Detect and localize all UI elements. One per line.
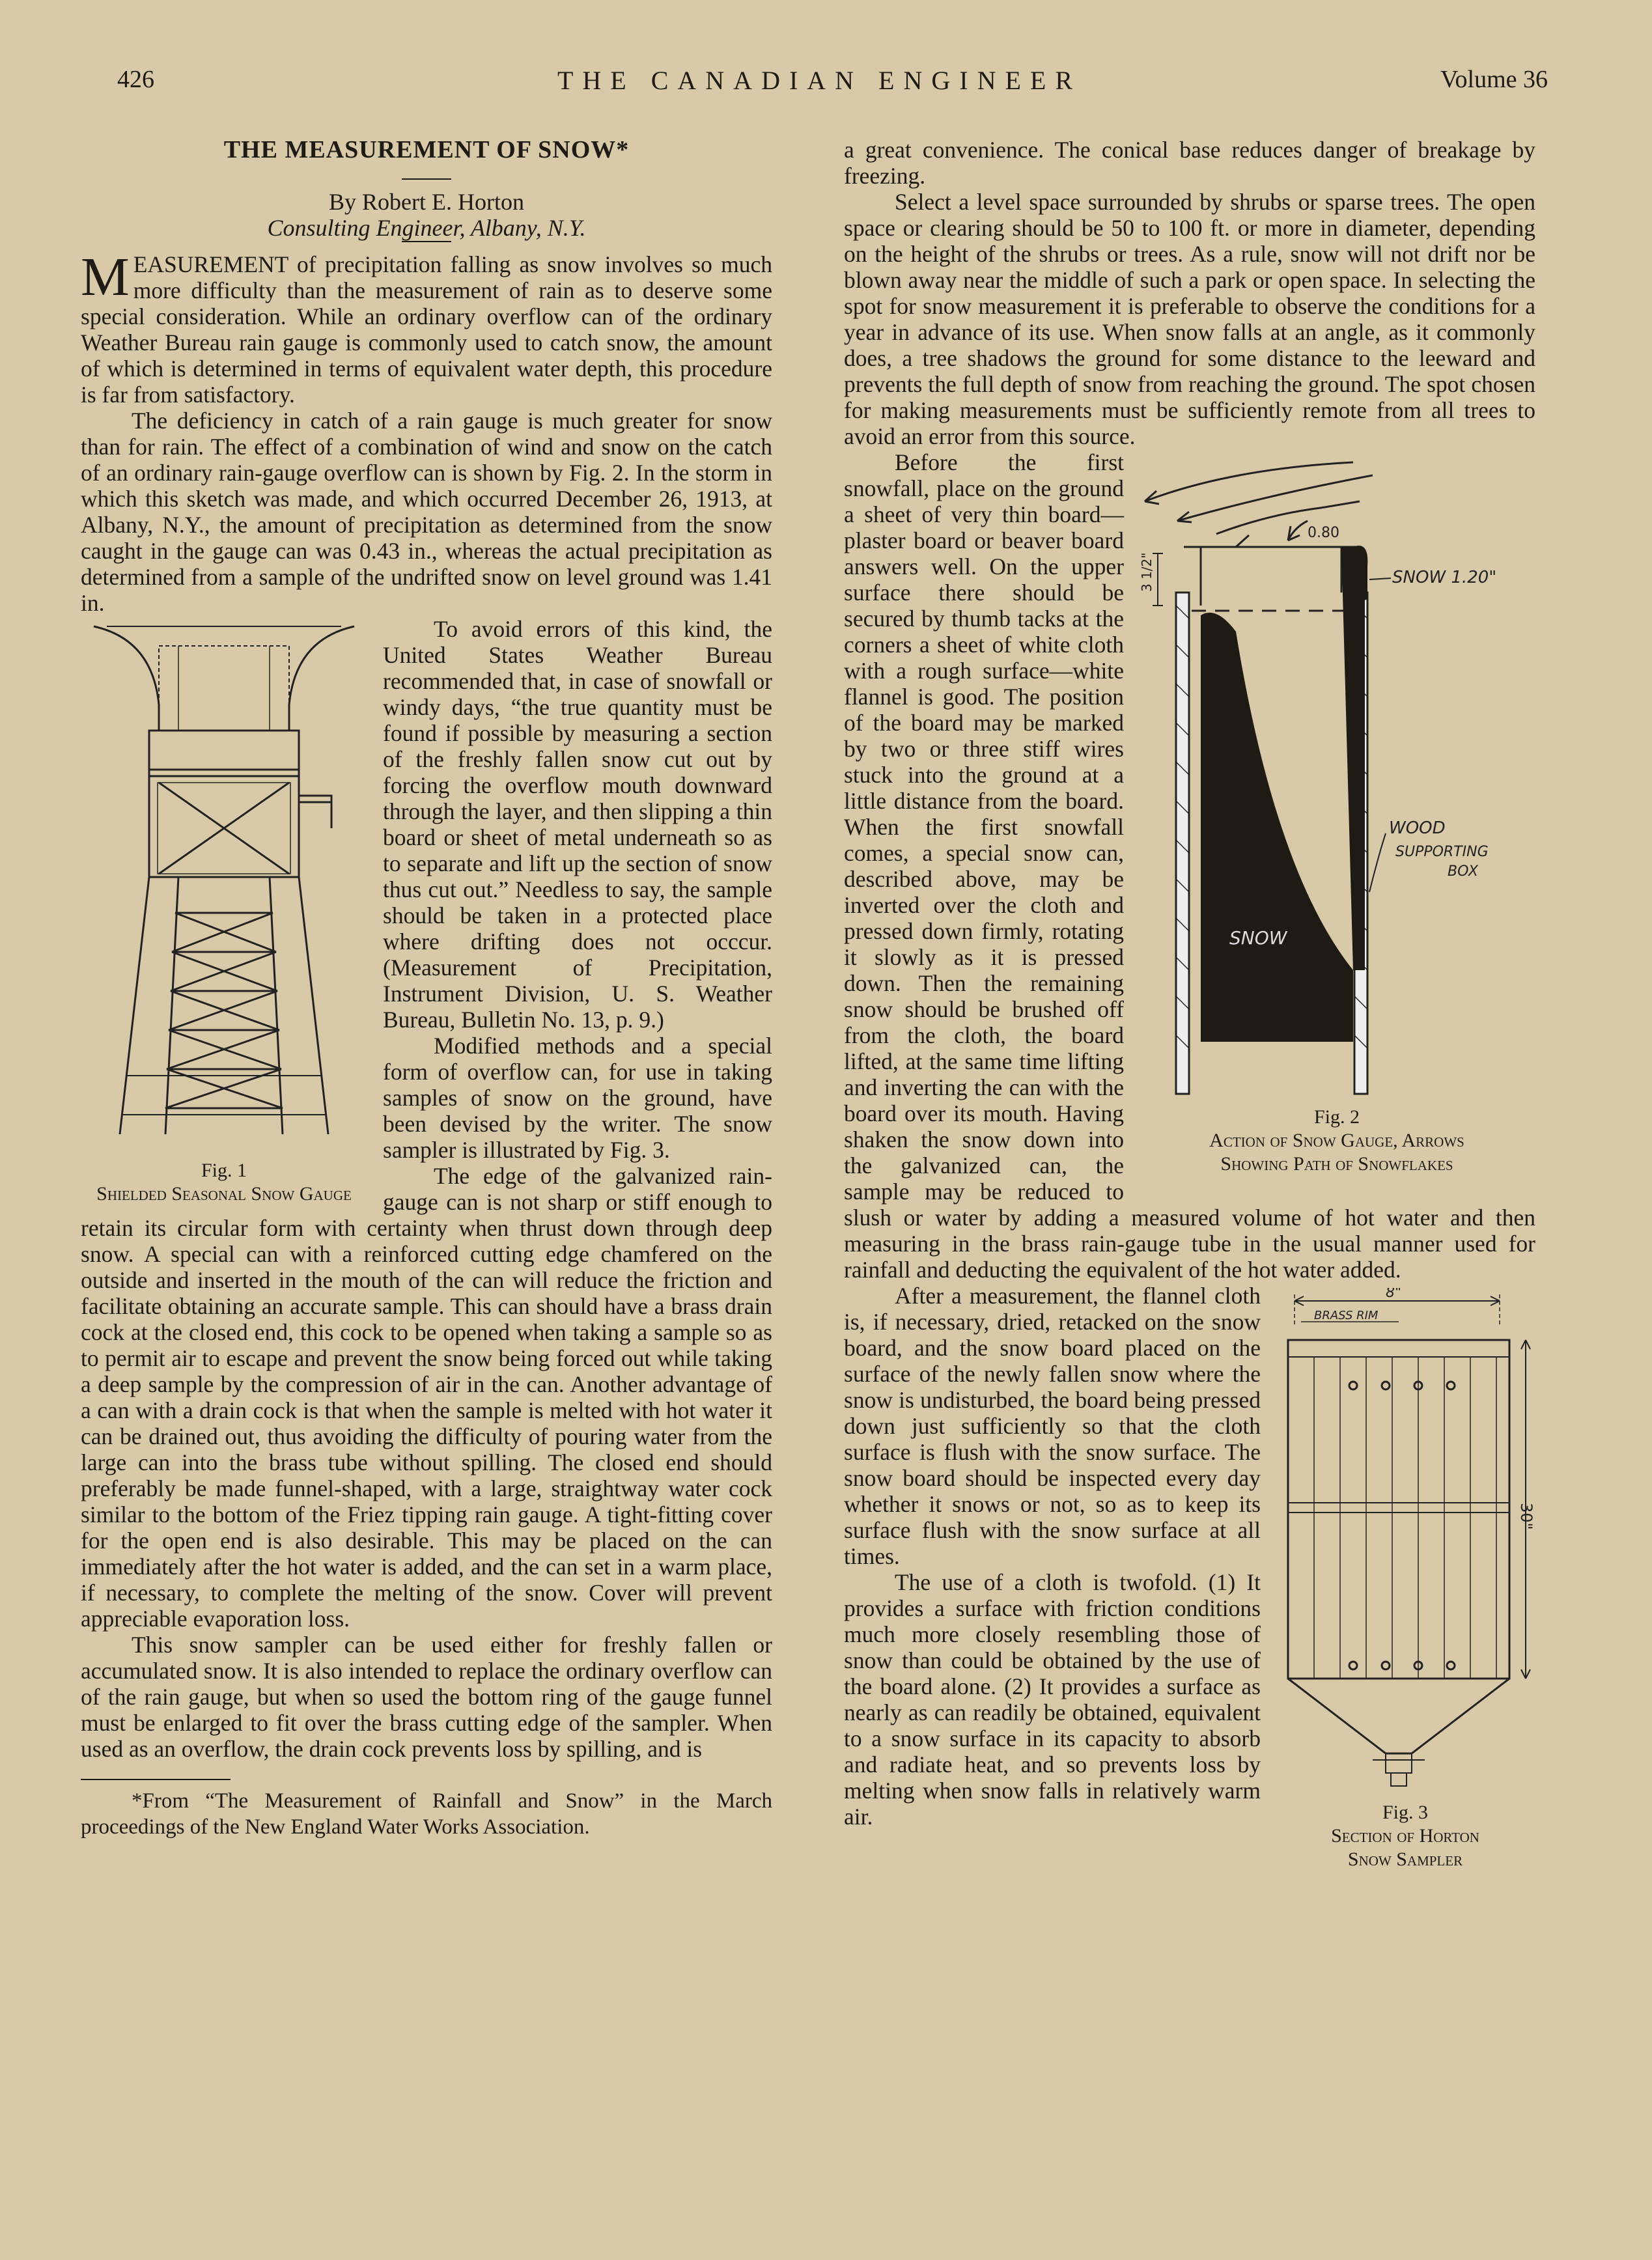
fig2-label-snow-120: SNOW 1.20" [1392, 568, 1497, 587]
paragraph-intro [81, 247, 772, 408]
volume-label: Volume 36 [1440, 66, 1548, 93]
figure-2 [1138, 449, 1535, 1176]
fig2-label-wood: WOOD [1389, 818, 1446, 838]
fig3-caption-2: Snow Sampler [1347, 1848, 1463, 1870]
fig3-number: Fig. 3 [1382, 1802, 1429, 1823]
footnote-text: *From “The Measurement of Rainfall and Snow” in the March proceedings of the New England Water Works Association. [81, 1789, 772, 1839]
byline-rule [402, 241, 451, 242]
paragraph-before-snowfall: Before the first snowfall, place on the ground a sheet of very thin board—plaster board or beaver board answers well. On the upper surface there should be secured by thumb tacks at the corners a sheet of white cloth with a rough surface—white flannel is good. The position of the board may be marked by two or three stiff wires stuck into the ground at a little distance from the board. When the first snowfall comes, a special snow can, described above, may be inverted over the cloth and pressed down firmly, rotating it slowly as it is pressed down. Then the remaining snow should be brushed off from the cloth, the board lifted, at the same time lifting and inverting the can with the board over its mouth. Having shaken the snow down into the galvanized can, the sample may be reduced to slush or water by adding a measured volume of hot water and then measuring in the brass rain-gauge tube in the usual manner used for rainfall and deducting the equivalent of the hot water added. [844, 449, 1535, 1283]
fig2-label-312: 3 1/2" [1139, 552, 1155, 592]
fig2-caption-2: Showing Path of Snowflakes [1220, 1153, 1453, 1175]
fig1-number: Fig. 1 [201, 1160, 247, 1181]
fig2-label-box: BOX [1448, 863, 1478, 880]
affiliation: Consulting Engineer, Albany, N.Y. [267, 215, 586, 241]
fig1-caption: Shielded Seasonal Snow Gauge [96, 1183, 352, 1205]
fig1-gauge-drawing [81, 620, 367, 1154]
paragraph-galvanized-can: The edge of the galvanized rain-gauge can is not sharp or stiff enough to retain its circular form with certainty when thrust down through deep snow. A special can with a reinforced cutting edge chamfered on the outside and inserted in the mouth of the can will reduce the friction and facilitate obtaining an accurate sample. This can should have a brass drain cock at the closed end, this cock to be opened when taking a sample so as to permit air to escape and prevent the snow being forced out while taking a deep sample by the compression of air in the can. Another advantage of a can with a drain cock is that when the sample is melted with hot water it can be drained out, thus avoiding the difficulty of pouring water from the large can into the brass tube without spilling. The closed end should preferably be made funnel-shaped, with a large, straightway water cock similar to the bottom of the Friez tipping rain gauge. A tight-fitting cover for the open end is also desirable. This may be placed on the can immediately after the hot water is added, and the can set in a warm place, if necessary, to complete the melting of the snow. Cover will prevent appreciable evaporation loss. [81, 1163, 772, 1632]
fig3-label-8: 8" [1386, 1288, 1402, 1301]
right-column [844, 137, 1535, 1878]
fig2-label-snow: SNOW [1229, 927, 1287, 949]
left-column [81, 137, 772, 1840]
drop-cap: M [81, 247, 130, 307]
paragraph-modified-methods: Modified methods and a special form of overflow can, for use in taking samples of snow on the ground, have been devised by the writer. The snow sampler is illustrated by Fig. 3. [383, 1033, 772, 1163]
fig2-number: Fig. 2 [1313, 1106, 1360, 1128]
footnote [81, 1788, 772, 1840]
paragraph-cloth-use: The use of a cloth is twofold. (1) It provides a surface with friction conditions much more closely resembling those of snow than could be obtained by the use of the board alone. (2) It provides a surface as nearly as can readily be obtained, equivalent to a snow surface in its capacity to absorb and radiate heat, and so prevents loss by melting when snow falls in relatively warm air. [844, 1569, 1261, 1830]
page-header [91, 65, 1548, 104]
fig3-label-brass: BRASS RIM [1314, 1309, 1379, 1322]
fig2-label-supporting: SUPPORTING [1395, 844, 1489, 860]
byline: By Robert E. Horton [329, 189, 524, 215]
paragraph-convenience: a great convenience. The conical base reduces danger of breakage by freezing. [844, 137, 1535, 189]
page-number: 426 [117, 66, 154, 93]
paragraph-intro-text: EASUREMENT of precipitation falling as snow involves so much more difficulty than the measurement of rain as to deserve some special consideration. While an ordinary overflow can of the ordinary Weather Bureau rain gauge is commonly used to catch snow, the amount of which is determined in terms of equivalent water depth, this procedure is far from satisfactory. [81, 251, 772, 408]
paragraph-deficiency: The deficiency in catch of a rain gauge is much greater for snow than for rain. The effect of a combination of wind and snow on the catch of an ordinary rain-gauge overflow can is shown by Fig. 2. In the storm in which this sketch was made, and which occurred December 26, 1913, at Albany, N.Y., the amount of precipitation as determined from the snow caught in the gauge can was 0.43 in., whereas the actual precipitation as determined from a sample of the undrifted snow on level ground was 1.41 in. [81, 408, 772, 616]
paragraph-weather-bureau: To avoid errors of this kind, the United States Weather Bureau recommended that, in case of snowfall or windy days, “the true quantity must be found if possible by measuring a section of the freshly fallen snow cut out by forcing the overflow mouth downward through the layer, and then slipping a thin board or sheet of metal underneath so as to separate and lift up the section of snow thus cut out.” Needless to say, the sample should be taken in a protected place where drifting does not occcur. (Measurement of Precipitation, Instrument Division, U. S. Weather Bureau, Bulletin No. 13, p. 9.) [383, 616, 772, 1033]
fig3-sampler-drawing [1275, 1288, 1535, 1796]
paragraph-select-space: Select a level space surrounded by shrubs or sparse trees. The open space or clearing should be 50 to 100 ft. or more in diameter, depending on the height of the shrubs or trees. As a rule, snow will not drift nor be blown away near the middle of such a park or open space. In selecting the spot for snow measurement it is preferable to observe the conditions for a year in advance of its use. When snow falls at an angle, as it commonly does, a tree shadows the ground for some distance to the leeward and prevents the full depth of snow from reaching the ground. The spot chosen for making measurements must be sufficiently remote from all trees to avoid an error from this source. [844, 189, 1535, 449]
paragraph-sampler-use: This snow sampler can be used either for freshly fallen or accumulated snow. It is also intended to replace the ordinary overflow can of the rain gauge, but when so used the bottom ring of the gauge funnel must be enlarged to fit over the brass cutting edge of the sampler. When used as an overflow, the drain cock prevents loss by spilling, and is [81, 1632, 772, 1762]
fig2-label-080: 0.80 [1308, 525, 1339, 541]
figure-1 [81, 620, 367, 1206]
fig3-caption-1: Section of Horton [1331, 1825, 1479, 1847]
fig2-caption-1: Action of Snow Gauge, Arrows [1209, 1130, 1464, 1151]
fig3-label-30: 30" [1517, 1503, 1535, 1530]
journal-title: THE CANADIAN ENGINEER [557, 66, 1082, 95]
title-rule [402, 178, 451, 180]
article-title: THE MEASUREMENT OF SNOW* [223, 136, 630, 163]
fig2-snow-gauge-drawing [1138, 449, 1535, 1100]
figure-3 [1275, 1288, 1535, 1871]
footnote-rule [81, 1779, 231, 1780]
paragraph-after-measurement: After a measurement, the flannel cloth is, if necessary, dried, retacked on the snow board, and the snow board placed on the surface of the newly fallen snow where the snow is undisturbed, the board being pressed down just sufficiently so that the cloth surface is flush with the snow surface. The snow board should be inspected every day whether it snows or not, so as to keep its surface flush with the snow surface at all times. [844, 1283, 1261, 1569]
